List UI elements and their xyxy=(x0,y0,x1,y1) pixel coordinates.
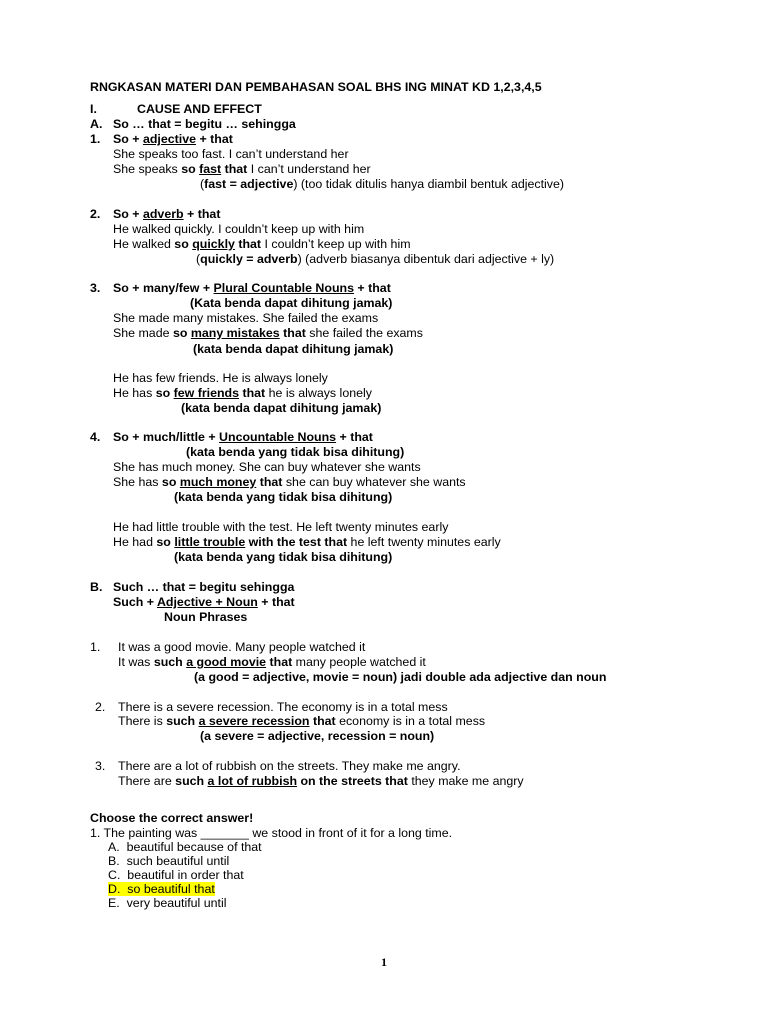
example-combined: There are such a lot of rubbish on the streets that they make me angry xyxy=(118,774,524,788)
explanation-note: (kata benda yang tidak bisa dihitung) xyxy=(174,550,393,564)
example-combined: He walked so quickly that I couldn’t keep up with him xyxy=(113,237,411,251)
explanation-note: (a good = adjective, movie = noun) jadi double ada adjective dan noun xyxy=(194,670,607,684)
quiz-question: 1. The painting was _______ we stood in front of it for a long time. xyxy=(90,826,453,840)
explanation-note: (quickly = adverb) (adverb biasanya dibentuk dari adjective + ly) xyxy=(196,252,555,266)
example-combined: She made so many mistakes that she failed the exams xyxy=(113,326,423,340)
highlighted-answer: D. so beautiful that xyxy=(108,882,215,896)
answer-option-d-correct xyxy=(108,882,215,897)
subsection-letter: B. xyxy=(90,580,103,594)
explanation-note: (Kata benda dapat dihitung jamak) xyxy=(190,296,393,310)
rule-number: 1. xyxy=(90,132,101,146)
explanation-note: (kata benda dapat dihitung jamak) xyxy=(181,401,382,415)
example-combined: He had so little trouble with the test that he left twenty minutes early xyxy=(113,535,501,549)
example-combined: She speaks so fast that I can’t understand her xyxy=(113,162,371,176)
subsection-letter: A. xyxy=(90,117,103,131)
explanation-note: (kata benda dapat dihitung jamak) xyxy=(193,342,394,356)
rule-formula: So + much/little + Uncountable Nouns + that xyxy=(113,430,373,444)
document-title: RNGKASAN MATERI DAN PEMBAHASAN SOAL BHS ING MINAT KD 1,2,3,4,5 xyxy=(90,80,542,94)
subsection-heading: So … that = begitu … sehingga xyxy=(113,117,296,131)
rule-number: 3. xyxy=(90,281,101,295)
example-combined: There is such a severe recession that economy is in a total mess xyxy=(118,714,486,728)
section-heading: CAUSE AND EFFECT xyxy=(137,102,262,116)
example-number: 3. xyxy=(95,759,106,773)
example-sentence: There is a severe recession. The economy is in a total mess xyxy=(118,700,448,714)
subsection-heading: Such … that = begitu sehingga xyxy=(113,580,295,594)
page-number: 1 xyxy=(381,955,387,969)
rule-formula: So + many/few + Plural Countable Nouns + that xyxy=(113,281,391,295)
section-number: I. xyxy=(90,102,97,116)
answer-option-a: A. beautiful because of that xyxy=(108,840,262,854)
noun-phrases-label: Noun Phrases xyxy=(164,610,248,624)
example-number: 1. xyxy=(90,640,101,654)
example-sentence: He had little trouble with the test. He left twenty minutes early xyxy=(113,520,449,534)
explanation-note: (fast = adjective) (too tidak ditulis hanya diambil bentuk adjective) xyxy=(200,177,565,191)
explanation-note: (kata benda yang tidak bisa dihitung) xyxy=(174,490,393,504)
rule-number: 2. xyxy=(90,207,101,221)
example-sentence: He walked quickly. I couldn’t keep up with him xyxy=(113,222,365,236)
example-combined: He has so few friends that he is always lonely xyxy=(113,386,372,400)
rule-formula: So + adverb + that xyxy=(113,207,221,221)
explanation-note: (a severe = adjective, recession = noun) xyxy=(200,729,435,743)
rule-formula: Such + Adjective + Noun + that xyxy=(113,595,295,609)
answer-option-b: B. such beautiful until xyxy=(108,854,230,868)
answer-option-c: C. beautiful in order that xyxy=(108,868,244,882)
example-sentence: She made many mistakes. She failed the exams xyxy=(113,311,379,325)
rule-formula: So + adjective + that xyxy=(113,132,233,146)
explanation-note: (kata benda yang tidak bisa dihitung) xyxy=(186,445,405,459)
example-combined: She has so much money that she can buy whatever she wants xyxy=(113,475,466,489)
example-sentence: He has few friends. He is always lonely xyxy=(113,371,328,385)
example-sentence: She has much money. She can buy whatever she wants xyxy=(113,460,421,474)
quiz-heading: Choose the correct answer! xyxy=(90,811,254,825)
answer-option-e: E. very beautiful until xyxy=(108,896,227,910)
example-sentence: It was a good movie. Many people watched it xyxy=(118,640,366,654)
example-sentence: She speaks too fast. I can’t understand her xyxy=(113,147,349,161)
example-sentence: There are a lot of rubbish on the streets. They make me angry. xyxy=(118,759,461,773)
example-combined: It was such a good movie that many people watched it xyxy=(118,655,426,669)
rule-number: 4. xyxy=(90,430,101,444)
example-number: 2. xyxy=(95,700,106,714)
